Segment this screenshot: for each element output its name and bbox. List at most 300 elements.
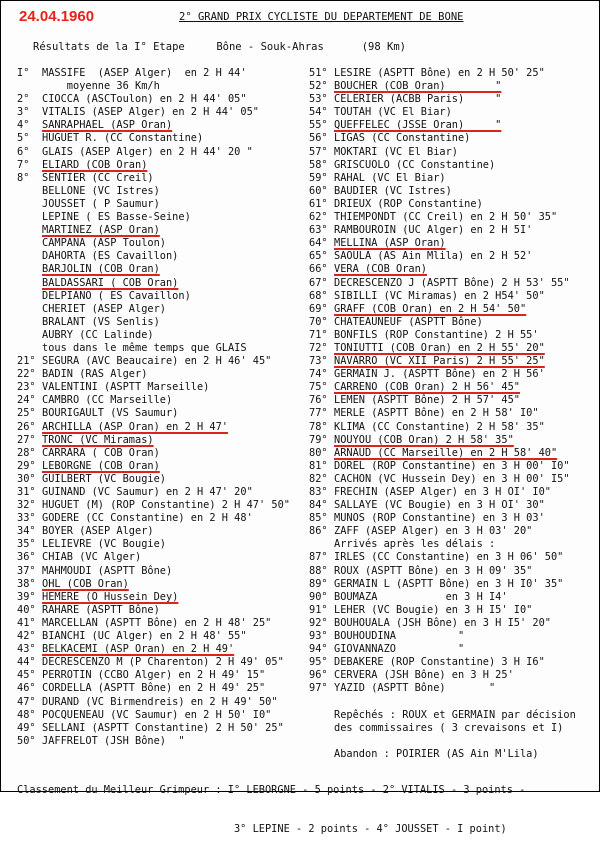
rank-label: 31°	[17, 486, 36, 498]
rank-label: 77°	[309, 407, 328, 420]
result-row	[309, 630, 599, 643]
rank-label: 30°	[17, 472, 36, 485]
rank-label: 71°	[309, 328, 328, 341]
result-row	[17, 604, 307, 617]
result-row	[17, 146, 307, 159]
result-row	[17, 499, 307, 512]
rider-entry: CORDELLA (ASPTT Bône) en 2 H 49' 25"	[42, 682, 266, 695]
rank-label: 41°	[17, 616, 36, 629]
result-row	[17, 421, 307, 434]
rank-label: 82°	[309, 472, 328, 485]
rank-label: 62°	[309, 211, 328, 224]
rank-label: 25°	[17, 407, 36, 420]
result-row	[17, 696, 307, 709]
result-row	[309, 473, 599, 486]
result-row	[17, 551, 307, 564]
rank-label: 68°	[309, 289, 328, 302]
result-row	[17, 682, 307, 695]
rider-entry: DOREL (ROP Constantine) en 3 H 00' I0"	[334, 459, 570, 472]
result-row	[309, 696, 599, 709]
result-row	[309, 355, 599, 368]
result-row	[17, 329, 307, 342]
rider-entry: CARRARA ( COB Oran)	[42, 446, 160, 459]
rider-entry: Abandon : POIRIER (AS Ain M'Lila)	[334, 747, 539, 760]
result-row	[309, 643, 599, 656]
rider-entry: CAMPANA (ASP Toulon)	[42, 237, 166, 250]
rider-entry: BELKACEMI (ASP Oran) en 2 H 49'	[42, 643, 235, 656]
rank-label: 54°	[309, 106, 328, 119]
result-row	[17, 342, 307, 355]
rank-label: 72°	[309, 341, 328, 354]
rank-label: 33°	[17, 512, 36, 525]
rider-entry: RAHARE (ASPTT Bône)	[42, 603, 160, 616]
rank-label: 56°	[309, 132, 328, 145]
rank-label: 69°	[309, 302, 328, 315]
result-row	[309, 159, 599, 172]
rider-entry: BELLONE (VC Istres)	[42, 184, 160, 197]
rank-label: 96°	[309, 669, 328, 682]
result-row	[309, 591, 599, 604]
rank-label: 89°	[309, 577, 328, 590]
result-row	[309, 512, 599, 525]
result-row	[17, 565, 307, 578]
rider-entry: IRLES (CC Constantine) en 3 H 06' 50"	[334, 551, 564, 564]
rank-label: 48°	[17, 708, 36, 721]
rank-label: 91°	[309, 603, 328, 616]
rider-entry: HUGUET R. (CC Constantine)	[42, 132, 204, 145]
rider-entry: DRIEUX (ROP Constantine)	[334, 197, 483, 210]
result-row	[309, 656, 599, 669]
rider-entry: TRONC (VC Miramas)	[42, 433, 154, 446]
rank-label: 47°	[17, 695, 36, 708]
rider-entry: DECRESCENZO J (ASPTT Bône) 2 H 53' 55"	[334, 276, 570, 289]
result-row	[17, 93, 307, 106]
rider-entry: SALLAYE (VC Bougie) en 3 H OI' 30"	[334, 499, 545, 512]
date-stamp: 24.04.1960	[19, 8, 95, 25]
rider-entry: CAMBRO (CC Marseille)	[42, 394, 173, 407]
rank-label: 32°	[17, 499, 36, 512]
rank-label: 37°	[17, 564, 36, 577]
result-row	[17, 407, 307, 420]
result-row	[309, 250, 599, 263]
rank-label: 76°	[309, 394, 328, 407]
rider-entry: BOUCHER (COB Oran) "	[334, 80, 502, 93]
result-row	[309, 394, 599, 407]
results-left-column	[17, 67, 307, 748]
rank-label: 84°	[309, 499, 328, 512]
rider-entry: GUILBERT (VC Bougie)	[42, 472, 166, 485]
rider-entry: OHL (COB Oran)	[42, 577, 129, 590]
rider-entry: LEPINE ( ES Basse-Seine)	[42, 211, 191, 224]
result-row	[309, 368, 599, 381]
rider-entry: GIOVANNAZO "	[334, 643, 465, 656]
result-row	[309, 198, 599, 211]
rider-entry: QUEFFELEC (JSSE Oran) "	[334, 119, 502, 132]
rider-entry: DELPIANO ( ES Cavaillon)	[42, 289, 191, 302]
result-row	[17, 381, 307, 394]
rider-entry: BOYER (ASEP Alger)	[42, 525, 154, 538]
rider-entry: GUINAND (VC Saumur) en 2 H 47' 20"	[42, 486, 253, 498]
result-row	[309, 119, 599, 132]
result-row	[309, 290, 599, 303]
result-row	[17, 630, 307, 643]
result-row	[17, 617, 307, 630]
rider-entry: LEMEN (ASPTT Bône) 2 H 57' 45"	[334, 394, 520, 407]
rider-entry: FRECHIN (ASEP Alger) en 3 H OI' I0"	[334, 486, 551, 498]
rank-label: 86°	[309, 525, 328, 538]
rider-entry: HEMERE (O Hussein Dey)	[42, 590, 179, 603]
rider-entry: LELIEVRE (VC Bougie)	[42, 538, 166, 551]
rider-entry: MERLE (ASPTT Bône) en 2 H 58' I0"	[334, 407, 539, 420]
rank-label: 3°	[17, 106, 30, 119]
rider-entry: CARRENO (COB Oran) 2 H 56' 45"	[334, 381, 520, 394]
rank-label: 94°	[309, 643, 328, 656]
rank-label: 29°	[17, 459, 36, 472]
rider-entry: MELLINA (ASP Oran)	[334, 237, 446, 250]
rider-entry: Repêchés : ROUX et GERMAIN par décision	[334, 708, 576, 721]
climber-ranking-line-2: 3° LEPINE - 2 points - 4° JOUSSET - I point)	[17, 823, 507, 835]
result-row	[309, 722, 599, 735]
rank-label: 49°	[17, 721, 36, 734]
rider-entry: CHIAB (VC Alger)	[42, 551, 142, 564]
result-row	[309, 172, 599, 185]
result-row	[309, 669, 599, 682]
result-row	[309, 185, 599, 198]
rank-label: 92°	[309, 616, 328, 629]
result-row	[17, 355, 307, 368]
result-row	[17, 106, 307, 119]
rider-entry: MOKTARI (VC El Biar)	[334, 145, 458, 158]
result-row	[17, 80, 307, 93]
rider-entry: JOUSSET ( P Saumur)	[42, 197, 160, 210]
rider-entry: CIOCCA (ASCToulon) en 2 H 44' 05"	[42, 93, 247, 106]
result-row	[17, 277, 307, 290]
result-row	[17, 250, 307, 263]
result-row	[309, 709, 599, 722]
rider-entry: des commissaires ( 3 crevaisons et I)	[334, 721, 564, 734]
rank-label: 34°	[17, 525, 36, 538]
rank-label: 60°	[309, 184, 328, 197]
rank-label: 27°	[17, 433, 36, 446]
result-row	[309, 735, 599, 748]
rider-entry: GRAFF (COB Oran) en 2 H 54' 50"	[334, 302, 527, 315]
rank-label: 50°	[17, 734, 36, 747]
rider-entry: PERROTIN (CCBO Alger) en 2 H 49' 15"	[42, 669, 266, 682]
rank-label: 35°	[17, 538, 36, 551]
rank-label: 46°	[17, 682, 36, 695]
result-row	[309, 538, 599, 551]
rank-label: 4°	[17, 119, 30, 132]
rank-label: 45°	[17, 669, 36, 682]
rank-label: 2°	[17, 93, 30, 106]
rank-label: 61°	[309, 197, 328, 210]
rider-entry: CACHON (VC Hussein Dey) en 3 H 00' I5"	[334, 472, 570, 485]
rider-entry: BONFILS (ROP Constantine) 2 H 55'	[334, 328, 539, 341]
rank-label: 85°	[309, 512, 328, 525]
rider-entry: DECRESCENZO M (P Charenton) 2 H 49' 05"	[42, 656, 284, 669]
result-row	[309, 407, 599, 420]
rider-entry: DAHORTA (ES Cavaillon)	[42, 250, 179, 263]
result-row	[309, 146, 599, 159]
result-row	[17, 185, 307, 198]
result-row	[309, 460, 599, 473]
rider-entry: GLAIS (ASEP Alger) en 2 H 44' 20 "	[42, 145, 253, 158]
rank-label: 63°	[309, 224, 328, 237]
rank-label: 59°	[309, 171, 328, 184]
result-row	[309, 342, 599, 355]
result-row	[309, 486, 599, 499]
rider-entry: RAHAL (VC El Biar)	[334, 171, 446, 184]
rank-label: 70°	[309, 315, 328, 328]
rider-entry: VALENTINI (ASPTT Marseille)	[42, 381, 210, 394]
rider-entry: BADIN (RAS Alger)	[42, 368, 148, 381]
rider-entry: MAHMOUDI (ASPTT Bône)	[42, 564, 173, 577]
rank-label: 51°	[309, 67, 328, 79]
result-row	[17, 198, 307, 211]
rank-label: 39°	[17, 590, 36, 603]
result-row	[17, 132, 307, 145]
rank-label: 57°	[309, 145, 328, 158]
result-row	[17, 669, 307, 682]
result-row	[309, 211, 599, 224]
rank-label: 38°	[17, 577, 36, 590]
rider-entry: BOURIGAULT (VS Saumur)	[42, 407, 179, 420]
rider-entry: SEGURA (AVC Beaucaire) en 2 H 46' 45"	[42, 355, 272, 368]
result-row	[309, 447, 599, 460]
rider-entry: TOUTAH (VC El Biar)	[334, 106, 452, 119]
result-row	[17, 709, 307, 722]
result-row	[17, 237, 307, 250]
result-row	[309, 682, 599, 695]
rank-label: 55°	[309, 119, 328, 132]
rider-entry: NAVARRO (VC XII Paris) 2 H 55' 25"	[334, 355, 545, 368]
rider-entry: SAOULA (AS Ain Mlila) en 2 H 52'	[334, 250, 533, 263]
rank-label: 65°	[309, 250, 328, 263]
rank-label: 93°	[309, 630, 328, 643]
result-row	[17, 486, 307, 499]
rank-label: 36°	[17, 551, 36, 564]
rider-entry: GRISCUOLO (CC Constantine)	[334, 158, 496, 171]
rider-entry: moyenne 36 Km/h	[42, 80, 160, 93]
result-row	[17, 434, 307, 447]
rank-label: 22°	[17, 368, 36, 381]
result-row	[309, 303, 599, 316]
climber-ranking	[17, 758, 525, 862]
rider-entry: ARNAUD (CC Marseille) en 2 H 58' 40"	[334, 446, 558, 459]
rider-entry: GERMAIN L (ASPTT Bône) en 3 H I0' 35"	[334, 577, 564, 590]
result-row	[309, 237, 599, 250]
rank-label: 28°	[17, 446, 36, 459]
rank-label: 87°	[309, 551, 328, 564]
rank-label: 52°	[309, 80, 328, 93]
rank-label: 83°	[309, 486, 328, 498]
rank-label: 8°	[17, 171, 30, 184]
result-row	[17, 538, 307, 551]
result-row	[309, 565, 599, 578]
rank-label: 6°	[17, 145, 30, 158]
rider-entry: MASSIFE (ASEP Alger) en 2 H 44'	[42, 67, 247, 79]
rider-entry: ELIARD (COB Oran)	[42, 158, 148, 171]
rider-entry: tous dans le même temps que GLAIS	[42, 341, 247, 354]
rank-label: 23°	[17, 381, 36, 394]
rider-entry: VERA (COB Oran)	[334, 263, 427, 276]
result-row	[309, 106, 599, 119]
rider-entry: TONIUTTI (COB Oran) en 2 H 55' 20"	[334, 341, 545, 354]
rank-label: 66°	[309, 263, 328, 276]
rank-label: 88°	[309, 564, 328, 577]
rider-entry: ARCHILLA (ASP Oran) en 2 H 47'	[42, 420, 228, 433]
rank-label: 75°	[309, 381, 328, 394]
rider-entry: BOUHOUDINA "	[334, 630, 465, 643]
rank-label: 97°	[309, 682, 328, 695]
rider-entry: CHERIET (ASEP Alger)	[42, 302, 166, 315]
result-row	[309, 277, 599, 290]
rank-label: 26°	[17, 420, 36, 433]
rank-label: 64°	[309, 237, 328, 250]
rider-entry: BIANCHI (UC Alger) en 2 H 48' 55"	[42, 630, 247, 643]
result-row	[309, 93, 599, 106]
rider-entry: MARTINEZ (ASP Oran)	[42, 224, 160, 237]
result-row	[309, 381, 599, 394]
result-row	[309, 617, 599, 630]
rider-entry: BARJOLIN (COB Oran)	[42, 263, 160, 276]
rank-label: 44°	[17, 656, 36, 669]
rank-label: 95°	[309, 656, 328, 669]
rider-entry: ZAFF (ASEP Alger) en 3 H 03' 20"	[334, 525, 533, 538]
result-row	[17, 473, 307, 486]
rider-entry: LIGAS (CC Constantine)	[334, 132, 471, 145]
rank-label: 7°	[17, 158, 30, 171]
result-row	[17, 211, 307, 224]
result-row	[17, 643, 307, 656]
result-row	[17, 290, 307, 303]
rider-entry: POCQUENEAU (VC Saumur) en 2 H 50' I0"	[42, 708, 272, 721]
rank-label: 5°	[17, 132, 30, 145]
result-row	[309, 551, 599, 564]
rank-label: 80°	[309, 446, 328, 459]
rank-label: 74°	[309, 368, 328, 381]
result-row	[17, 159, 307, 172]
result-row	[17, 119, 307, 132]
rider-entry: BOUHOUALA (JSH Bône) en 3 H I5' 20"	[334, 616, 551, 629]
rider-entry: VITALIS (ASEP Alger) en 2 H 44' 05"	[42, 106, 259, 119]
rider-entry: BALDASSARI ( COB Oran)	[42, 276, 179, 289]
stage-subtitle: Résultats de la I° Etape Bône - Souk-Ahras (98 Km)	[33, 41, 406, 53]
rank-label: I°	[17, 67, 30, 79]
result-row	[17, 67, 307, 80]
rank-label: 42°	[17, 630, 36, 643]
result-row	[309, 434, 599, 447]
rider-entry: LEBORGNE (COB Oran)	[42, 459, 160, 472]
rider-entry: MARCELLAN (ASPTT Bône) en 2 H 48' 25"	[42, 616, 272, 629]
rank-label: 21°	[17, 355, 36, 368]
result-row	[17, 525, 307, 538]
rank-label: 67°	[309, 276, 328, 289]
result-row	[309, 329, 599, 342]
rider-entry: CERVERA (JSH Bône) en 3 H 25'	[334, 669, 514, 682]
result-row	[309, 578, 599, 591]
climber-ranking-line-1: Classement du Meilleur Grimpeur : I° LEBORGNE - 5 points - 2° VITALIS - 3 points -	[17, 784, 526, 796]
rank-label: 43°	[17, 643, 36, 656]
rider-entry: JAFFRELOT (JSH Bône) "	[42, 734, 185, 747]
result-row	[309, 80, 599, 93]
results-right-column	[309, 67, 599, 761]
rider-entry: GERMAIN J. (ASPTT Bône) en 2 H 56'	[334, 368, 545, 381]
result-row	[17, 722, 307, 735]
rank-label: 53°	[309, 93, 328, 106]
rank-label: 90°	[309, 590, 328, 603]
result-row	[309, 316, 599, 329]
result-row	[17, 394, 307, 407]
rank-label: 78°	[309, 420, 328, 433]
result-row	[17, 368, 307, 381]
rider-entry: BAUDIER (VC Istres)	[334, 184, 452, 197]
rider-entry: BOUMAZA en 3 H I4'	[334, 590, 508, 603]
rider-entry: THIEMPONDT (CC Creil) en 2 H 50' 35"	[334, 211, 558, 224]
result-row	[17, 591, 307, 604]
rider-entry: ROUX (ASPTT Bône) en 3 H 09' 35"	[334, 564, 533, 577]
rank-label: 79°	[309, 433, 328, 446]
rider-entry: SELLANI (ASPTT Constantine) 2 H 50' 25"	[42, 721, 284, 734]
rider-entry: KLIMA (CC Constantine) 2 H 58' 35"	[334, 420, 545, 433]
rank-label: 73°	[309, 355, 328, 368]
rank-label: 40°	[17, 603, 36, 616]
result-row	[309, 132, 599, 145]
rider-entry: SIBILLI (VC Miramas) en 2 H54' 50"	[334, 289, 545, 302]
result-row	[309, 67, 599, 80]
rider-entry: SANRAPHAEL (ASP Oran)	[42, 119, 173, 132]
result-row	[17, 735, 307, 748]
result-row	[309, 525, 599, 538]
rider-entry: YAZID (ASPTT Bône) "	[334, 682, 496, 695]
rider-entry: BRALANT (VS Senlis)	[42, 315, 160, 328]
result-row	[309, 224, 599, 237]
rider-entry: HUGUET (M) (ROP Constantine) 2 H 47' 50"	[42, 499, 290, 512]
rank-label: 81°	[309, 459, 328, 472]
rank-label: 24°	[17, 394, 36, 407]
result-row	[309, 421, 599, 434]
rank-label: 58°	[309, 158, 328, 171]
rider-entry: RAMBOUROIN (UC Alger) en 2 H 5I'	[334, 224, 533, 237]
rider-entry: DURAND (VC Birmendreis) en 2 H 49' 50"	[42, 695, 278, 708]
result-row	[17, 303, 307, 316]
rider-entry: CELERIER (ACBB Paris) "	[334, 93, 502, 106]
result-row	[17, 656, 307, 669]
result-row	[309, 604, 599, 617]
result-row	[17, 447, 307, 460]
result-row	[17, 316, 307, 329]
result-row	[17, 224, 307, 237]
result-row	[17, 512, 307, 525]
result-row	[17, 460, 307, 473]
rider-entry: LEHER (VC Bougie) en 3 H I5' I0"	[334, 603, 533, 616]
result-row	[309, 499, 599, 512]
result-row	[309, 263, 599, 276]
rider-entry: SENTIER (CC Creil)	[42, 171, 154, 184]
result-row	[17, 172, 307, 185]
document-title: 2° GRAND PRIX CYCLISTE DU DEPARTEMENT DE BONE	[179, 11, 464, 23]
result-row	[17, 578, 307, 591]
rider-entry: DEBAKERE (ROP Constantine) 3 H I6"	[334, 656, 545, 669]
rider-entry: CHATEAUNEUF (ASPTT Bône)	[334, 315, 483, 328]
rider-entry: GODERE (CC Constantine) en 2 H 48'	[42, 512, 253, 525]
rider-entry: LESIRE (ASPTT Bône) en 2 H 50' 25"	[334, 67, 545, 79]
rider-entry: MUNOS (ROP Constantine) en 3 H 03'	[334, 512, 545, 525]
result-row	[17, 263, 307, 276]
rider-entry: Arrivés après les délais :	[334, 538, 496, 551]
rider-entry: NOUYOU (COB Oran) 2 H 58' 35"	[334, 433, 514, 446]
rider-entry: AUBRY (CC Lalinde)	[42, 328, 154, 341]
